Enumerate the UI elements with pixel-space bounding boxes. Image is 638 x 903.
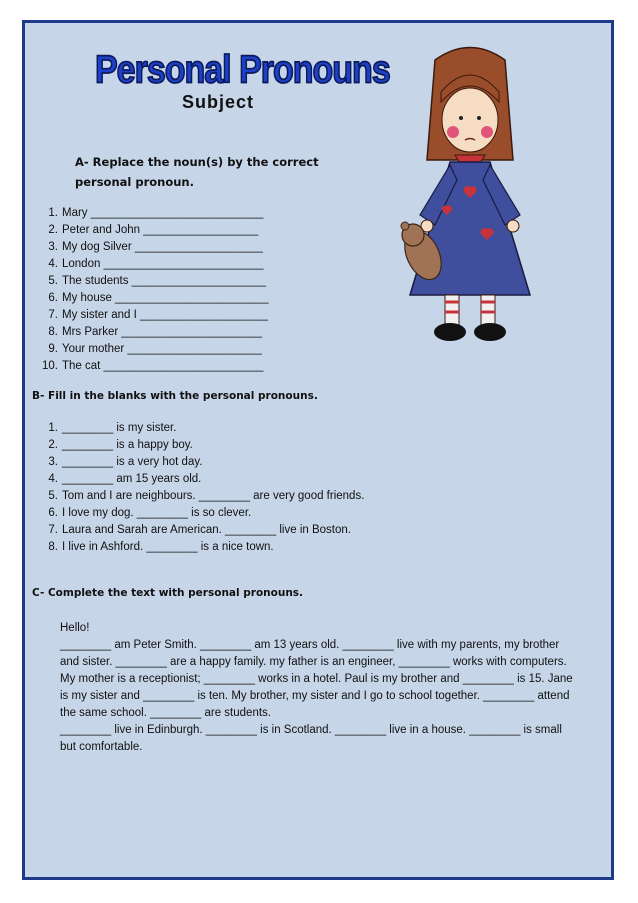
section-a-instruction: A- Replace the noun(s) by the correct personal pronoun. [75, 155, 319, 189]
list-item: 2. ________ is a happy boy. [48, 439, 193, 451]
section-a-list [22, 205, 269, 375]
list-item: 3. My dog Silver ____________________ [48, 241, 263, 253]
list-item: 1. ________ is my sister. [48, 422, 177, 434]
worksheet-title: Personal Pronouns [95, 48, 390, 92]
section-c-text [60, 620, 580, 756]
list-item: 9. Your mother _____________________ [48, 343, 262, 355]
list-item: 4. London _________________________ [48, 258, 264, 270]
list-item: 6. My house ________________________ [48, 292, 269, 304]
greeting: Hello! [60, 622, 90, 634]
section-b-instruction: B- Fill in the blanks with the personal pronouns. [32, 390, 318, 402]
list-item: 4. ________ am 15 years old. [48, 473, 202, 485]
list-item: 2. Peter and John __________________ [48, 224, 259, 236]
list-item: 1. Mary ___________________________ [48, 207, 264, 219]
list-item: 3. ________ is a very hot day. [48, 456, 203, 468]
list-item: 10. The cat _________________________ [42, 360, 264, 372]
list-item: 5. The students _____________________ [48, 275, 266, 287]
list-item: 5. Tom and I are neighbours. ________ are very good friends. [48, 490, 365, 502]
worksheet-subtitle: Subject [182, 92, 255, 112]
paragraph-1: ________ am Peter Smith. ________ am 13 years old. ________ live with my parents, my brother and sister. ________ are a happy family. my father is an engineer, ________ works with computers. My mother is a receptionist; ________ works in a hotel. Paul is my brother and ________ is 15. Jane is my sister and ________ is ten. My brother, my sister and I go to school together. ________ attend the same school. ________ are students. [60, 639, 573, 719]
list-item: 8. Mrs Parker ______________________ [48, 326, 263, 338]
paragraph-2: ________ live in Edinburgh. ________ is in Scotland. ________ live in a house. ________ is small but comfortable. [60, 724, 562, 753]
list-item: 7. My sister and I ____________________ [48, 309, 268, 321]
list-item: 6. I love my dog. ________ is so clever. [48, 507, 252, 519]
section-c-instruction: C- Complete the text with personal pronouns. [32, 587, 304, 599]
section-b-list [22, 420, 364, 556]
list-item: 7. Laura and Sarah are American. ________ live in Boston. [48, 524, 351, 536]
list-item: 8. I live in Ashford. ________ is a nice town. [48, 541, 274, 553]
girl-with-teddy-illustration [395, 40, 545, 352]
